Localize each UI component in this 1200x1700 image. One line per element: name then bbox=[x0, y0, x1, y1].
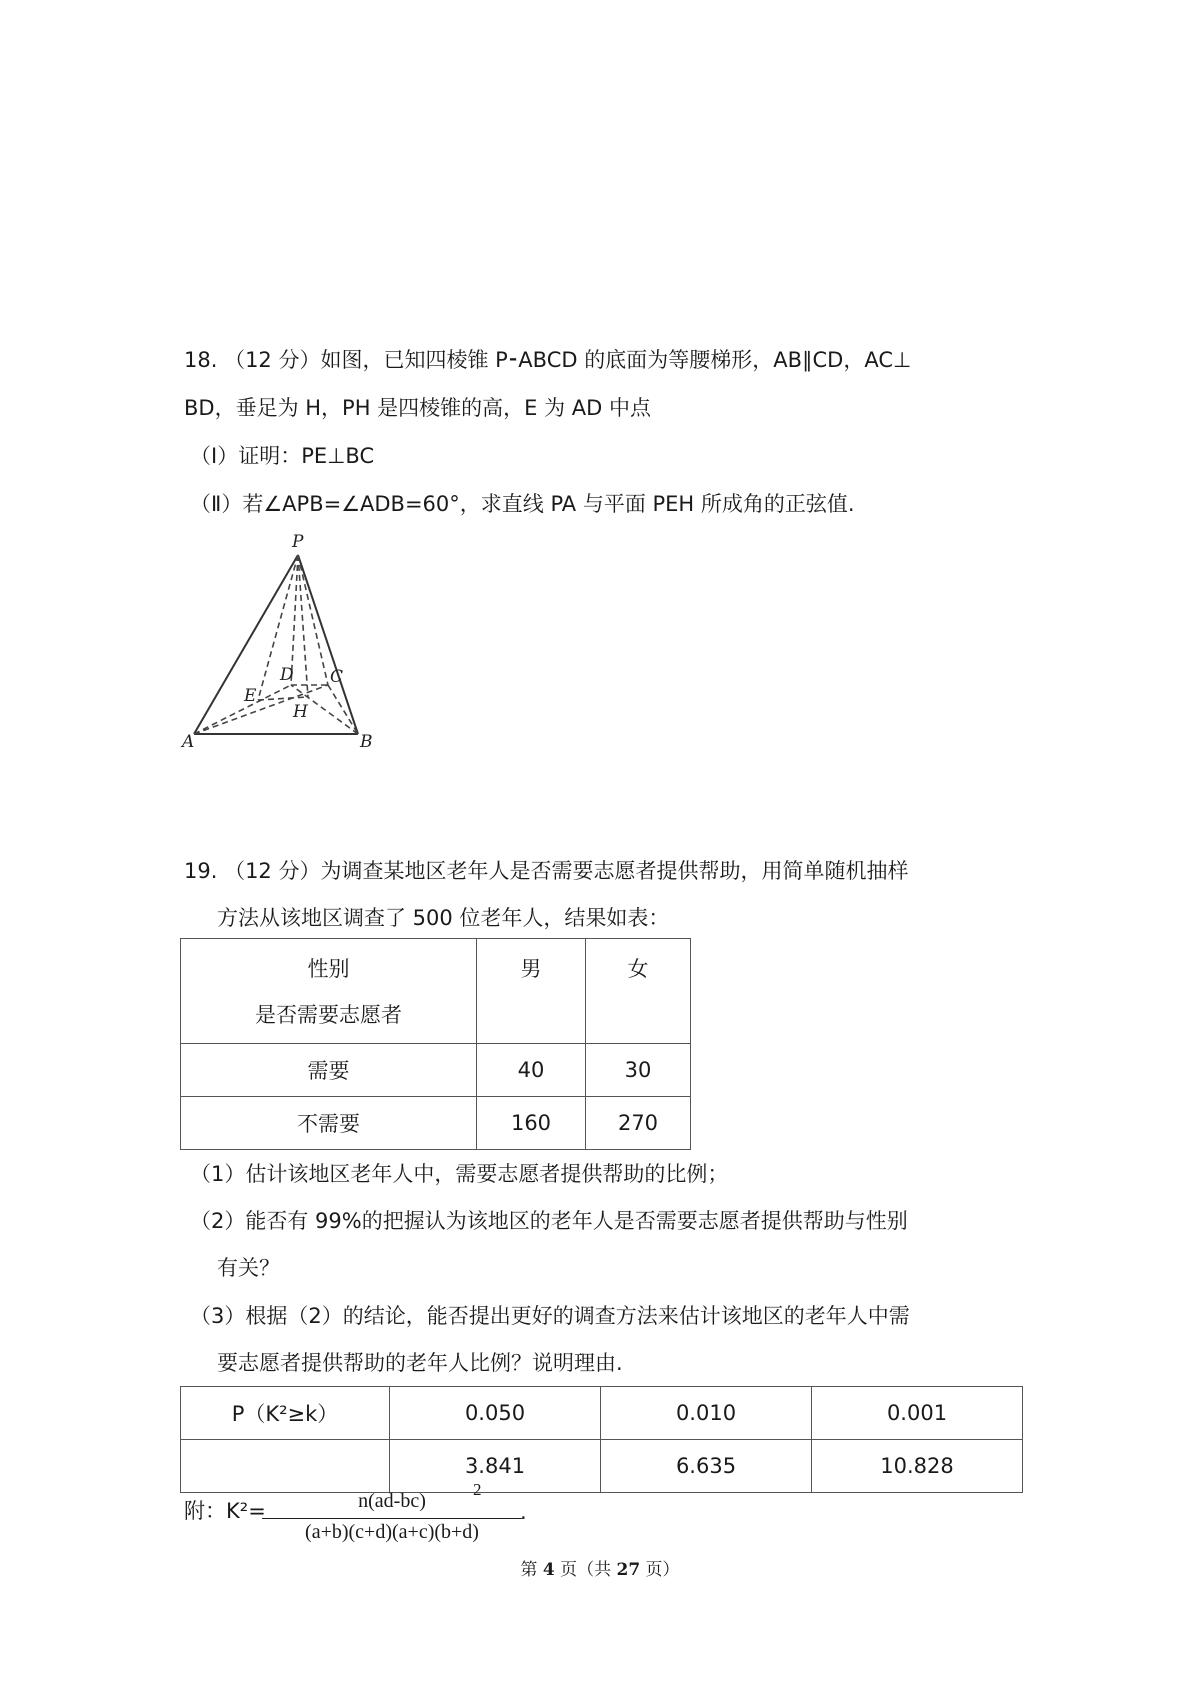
label-P: P bbox=[292, 532, 304, 552]
label-H: H bbox=[293, 702, 308, 722]
header-female: 女 bbox=[586, 939, 691, 1044]
formula-fraction bbox=[262, 1490, 522, 1544]
label-B: B bbox=[360, 732, 373, 750]
header-male: 男 bbox=[477, 939, 586, 1044]
label-E: E bbox=[244, 686, 257, 706]
edge-AC bbox=[194, 685, 328, 734]
page-total: 27 bbox=[616, 1560, 641, 1580]
header-gender-label: 性别 bbox=[307, 957, 350, 981]
q19-line1: 19. （12 分）为调查某地区老年人是否需要志愿者提供帮助，用简单随机抽样 bbox=[184, 859, 909, 883]
q19-sub3-line2: 要志愿者提供帮助的老年人比例？说明理由. bbox=[217, 1351, 623, 1375]
fraction-bar bbox=[262, 1518, 522, 1519]
k-cell: 3.841 bbox=[390, 1440, 601, 1493]
header-need-label: 是否需要志愿者 bbox=[255, 1003, 402, 1027]
row-label: 不需要 bbox=[181, 1097, 477, 1150]
pyramid-figure bbox=[180, 525, 400, 750]
edge-PA bbox=[194, 555, 298, 734]
survey-table bbox=[180, 938, 691, 1150]
q18-part1: （Ⅰ）证明：PE⊥BC bbox=[190, 444, 375, 468]
q19-sub2-line1: （2）能否有 99%的把握认为该地区的老年人是否需要志愿者提供帮助与性别 bbox=[190, 1209, 908, 1233]
formula-exponent: 2 bbox=[473, 1480, 482, 1499]
k-cell: P（K²≥k） bbox=[181, 1387, 390, 1440]
table-row bbox=[181, 1387, 1023, 1440]
k-cell: 0.050 bbox=[390, 1387, 601, 1440]
row-label: 需要 bbox=[181, 1044, 477, 1097]
k-cell: 0.010 bbox=[601, 1387, 812, 1440]
q19-sub2-line2: 有关？ bbox=[217, 1256, 280, 1280]
table-row bbox=[181, 1440, 1023, 1493]
page-number: 4 bbox=[542, 1560, 555, 1580]
table-row bbox=[181, 1097, 691, 1150]
cell-male: 160 bbox=[477, 1097, 586, 1150]
header-diagonal-cell bbox=[181, 939, 477, 1044]
formula-numerator: n(ad-bc) bbox=[358, 1490, 426, 1512]
k-critical-table bbox=[180, 1386, 1023, 1493]
cell-male: 40 bbox=[477, 1044, 586, 1097]
formula-denominator: (a+b)(c+d)(a+c)(b+d) bbox=[305, 1521, 479, 1543]
formula-prefix: 附：K²= bbox=[184, 1499, 266, 1523]
k-cell bbox=[181, 1440, 390, 1493]
label-A: A bbox=[182, 732, 195, 750]
q18-part2: （Ⅱ）若∠APB=∠ADB=60°，求直线 PA 与平面 PEH 所成角的正弦值. bbox=[190, 492, 855, 516]
q19-sub1: （1）估计该地区老年人中，需要志愿者提供帮助的比例； bbox=[190, 1162, 729, 1186]
q18-line1: 18. （12 分）如图，已知四棱锥 P⁃ABCD 的底面为等腰梯形，AB∥CD，AC⊥ bbox=[184, 348, 912, 372]
label-D: D bbox=[280, 665, 294, 685]
q19-line2: 方法从该地区调查了 500 位老年人，结果如表： bbox=[217, 906, 670, 930]
k-cell: 0.001 bbox=[812, 1387, 1023, 1440]
k-cell: 6.635 bbox=[601, 1440, 812, 1493]
q18-line2: BD，垂足为 H，PH 是四棱锥的高，E 为 AD 中点 bbox=[184, 396, 652, 420]
formula-end: . bbox=[520, 1500, 527, 1524]
table-row bbox=[181, 1044, 691, 1097]
q19-sub3-line1: （3）根据（2）的结论，能否提出更好的调查方法来估计该地区的老年人中需 bbox=[190, 1304, 910, 1328]
label-C: C bbox=[330, 667, 344, 687]
page-footer: 第 4 页（共 27 页） bbox=[520, 1560, 680, 1580]
k-cell: 10.828 bbox=[812, 1440, 1023, 1493]
cell-female: 30 bbox=[586, 1044, 691, 1097]
cell-female: 270 bbox=[586, 1097, 691, 1150]
